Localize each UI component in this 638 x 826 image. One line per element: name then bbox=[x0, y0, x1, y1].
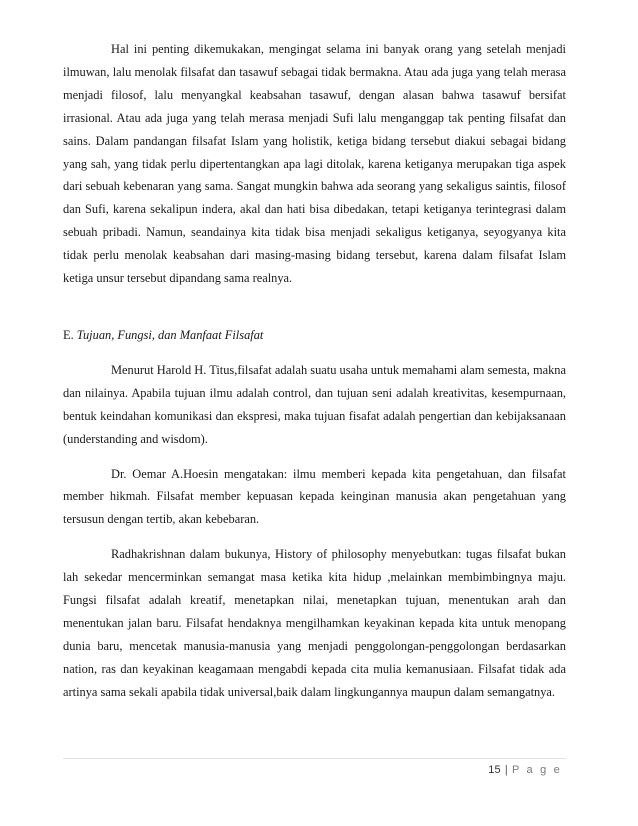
section-heading-label: E. bbox=[63, 327, 74, 342]
paragraph-spacer bbox=[63, 451, 566, 463]
body-paragraph: Radhakrishnan dalam bukunya, History of philosophy menyebutkan: tugas filsafat bukan lah sekedar mencerminkan semangat masa ketika kita hidup ,melainkan membimbingnya maju. Fungsi filsafat adalah kreatif, menetapkan nilai, menetapkan tujuan, menentukan arah dan menentukan jalan baru. Filsafat hendaknya mengilhamkan keyakinan kepada kita untuk menopang dunia baru, mencetak manusia-manusia yang menjadi penggolongan-penggolongan berdasarkan nation, ras dan keyakinan keagamaan mengabdi kepada cita mulia kemanusiaan. Filsafat tidak ada artinya sama sekali apabila tidak universal,baik dalam lingkungannya maupun dalam semangatnya. bbox=[63, 547, 566, 699]
page-number: 15 bbox=[488, 764, 501, 776]
body-paragraph: Hal ini penting dikemukakan, mengingat selama ini banyak orang yang setelah menjadi ilmuwan, lalu menolak filsafat dan tasawuf sebagai tidak bermakna. Atau ada juga yang telah merasa menjadi filosof, lalu menyangkal keabsahan tasawuf, dengan alasan bahwa tasawuf bersifat irrasional. Atau ada juga yang telah merasa menjadi Sufi lalu menganggap tak penting filsafat dan sains. Dalam pandangan filsafat Islam yang holistik, ketiga bidang tersebut diakui sebagai bidang yang sah, yang tidak perlu dipertentangkan apa lagi ditolak, karena ketiganya merupakan tiga aspek dari sebuah kebenaran yang sama. Sangat mungkin bahwa ada seorang yang sekaligus saintis, filosof dan Sufi, karena sekalipun indera, akal dan hati bisa dibedakan, tetapi ketiganya terintegrasi dalam sebuah pribadi. Namun, seandainya kita tidak bisa menjadi sekaligus ketiganya, seyogyanya kita tidak perlu menolak keabsahan dari masing-masing bidang tersebut, karena dalam filsafat Islam ketiga unsur tersebut dipandang sama realnya. bbox=[63, 42, 566, 286]
section-heading bbox=[63, 324, 566, 347]
footer-divider bbox=[63, 758, 566, 759]
section-spacer bbox=[63, 290, 566, 324]
document-page bbox=[63, 38, 566, 704]
body-paragraph: Menurut Harold H. Titus,filsafat adalah suatu usaha untuk memahami alam semesta, makna dan nilainya. Apabila tujuan ilmu adalah control, dan tujuan seni adalah kreativitas, kesempurnaan, bentuk keindahan komunikasi dan ekspresi, maka tujuan fisafat adalah pengertian dan kebijaksanaan (understanding and wisdom). bbox=[63, 362, 566, 446]
footer-separator: | bbox=[504, 764, 508, 776]
page-label: P a g e bbox=[511, 764, 562, 776]
body-paragraph: Dr. Oemar A.Hoesin mengatakan: ilmu memberi kepada kita pengetahuan, dan filsafat member hikmah. Filsafat member kepuasan kepada keinginan manusia akan pengetahuan yang tersusun dengan tertib, akan kebebaran. bbox=[63, 466, 566, 527]
paragraph-spacer bbox=[63, 347, 566, 359]
page-footer bbox=[488, 764, 562, 776]
section-heading-title: Tujuan, Fungsi, dan Manfaat Filsafat bbox=[76, 327, 264, 342]
paragraph-spacer bbox=[63, 531, 566, 543]
